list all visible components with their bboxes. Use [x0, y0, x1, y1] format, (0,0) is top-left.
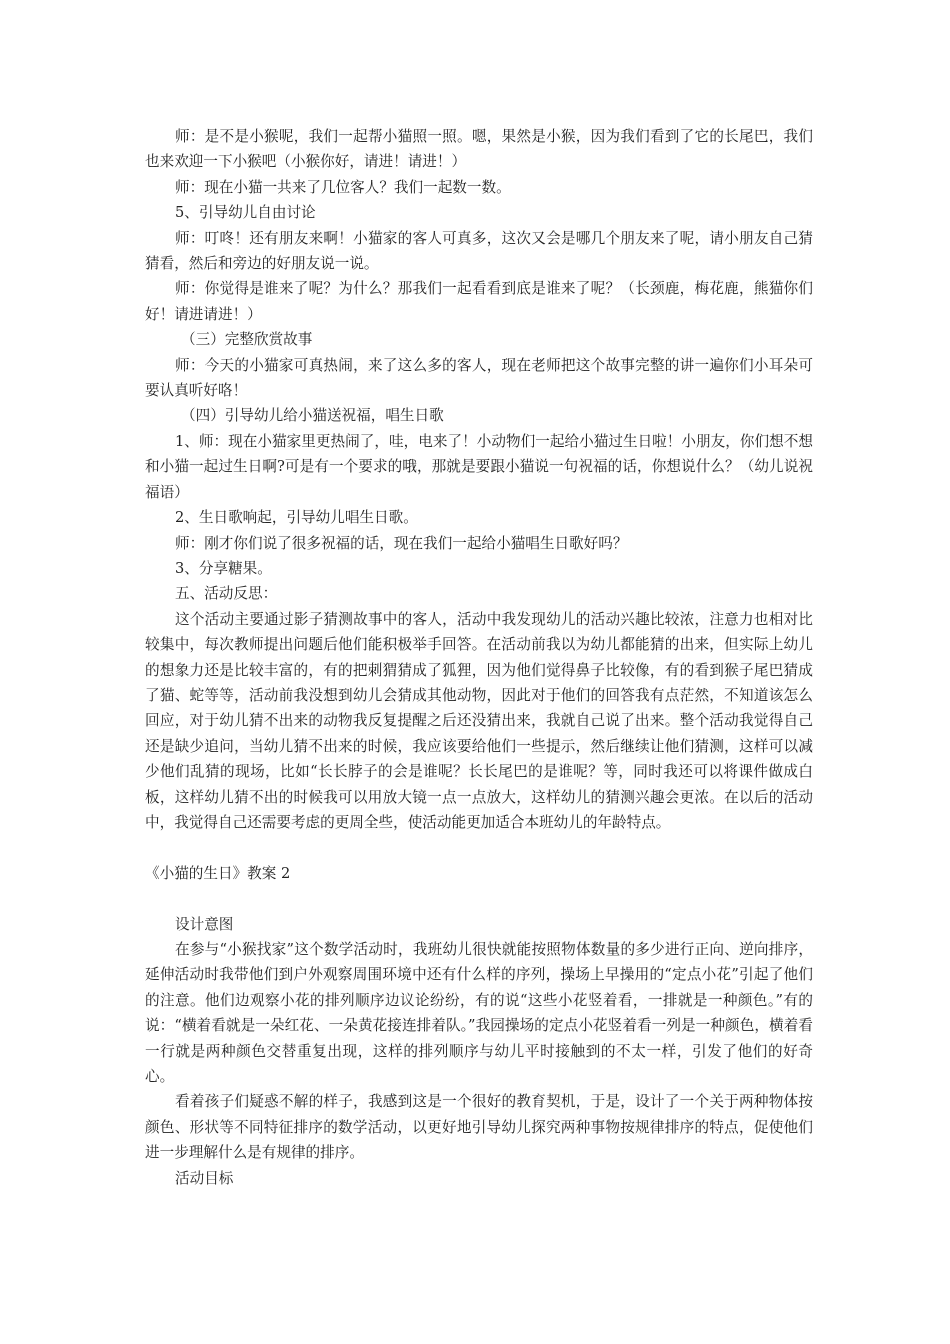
paragraph: 1、师：现在小猫家里更热闹了，哇，电来了！小动物们一起给小猫过生日啦！小朋友，你们想不想和小猫一起过生日啊?可是有一个要求的哦，那就是要跟小猫说一句祝福的话，你想说什么？（幼儿说祝福语） [145, 432, 813, 501]
paragraph: 在参与“小猴找家”这个数学活动时，我班幼儿很快就能按照物体数量的多少进行正向、逆向排序，延伸活动时我带他们到户外观察周围环境中还有什么样的序列，操场上早操用的“定点小花”引起了他们的注意。他们边观察小花的排列顺序边议论纷纷，有的说“这些小花竖着看，一排就是一种颜色。”有的说：“横着看就是一朵红花、一朵黄花接连排着队。”我园操场的定点小花竖着看一列是一种颜色，横着看一行就是两种颜色交替重复出现，这样的排列顺序与幼儿平时接触到的不太一样，引发了他们的好奇心。 [145, 940, 813, 1085]
section-heading: （四）引导幼儿给小猫送祝福，唱生日歌 [181, 407, 444, 425]
section-heading: 五、活动反思： [175, 585, 278, 603]
section-heading: （三）完整欣赏故事 [181, 331, 313, 349]
paragraph: 师：刚才你们说了很多祝福的话，现在我们一起给小猫唱生日歌好吗？ [175, 534, 628, 552]
paragraph: 师：你觉得是谁来了呢？为什么？那我们一起看看到底是谁来了呢？（长颈鹿，梅花鹿，熊猫你们好！请进请进！） [145, 280, 813, 323]
paragraph: 看着孩子们疑惑不解的样子，我感到这是一个很好的教育契机，于是，设计了一个关于两种物体按颜色、形状等不同特征排序的数学活动，以更好地引导幼儿探究两种事物按规律排序的特点，促使他们进一步理解什么是有规律的排序。 [145, 1093, 813, 1162]
paragraph: 2、生日歌响起，引导幼儿唱生日歌。 [175, 509, 418, 527]
paragraph: 师：今天的小猫家可真热闹，来了这么多的客人，现在老师把这个故事完整的讲一遍你们小耳朵可要认真听好咯！ [145, 356, 813, 400]
section-heading: 设计意图 [175, 915, 234, 933]
reflection-paragraph: 这个活动主要通过影子猜测故事中的客人，活动中我发现幼儿的活动兴趣比较浓，注意力也相对比较集中，每次教师提出问题后他们能积极举手回答。在活动前我以为幼儿都能猜的出来，但实际上幼儿的想象力还是比较丰富的，有的把刺猬猜成了狐狸，因为他们觉得鼻子比较像，有的看到猴子尾巴猜成了猫、蛇等等，活动前我没想到幼儿会猜成其他动物，因此对于他们的回答我有点茫然，不知道该怎么回应，对于幼儿猜不出来的动物我反复提醒之后还没猜出来，我就自己说了出来。整个活动我觉得自己还是缺少追问，当幼儿猜不出来的时候，我应该要给他们一些提示，然后继续让他们猜测，这样可以减少他们乱猜的现场，比如“长长脖子的会是谁呢？长长尾巴的是谁呢？等，同时我还可以将课件做成白板，这样幼儿猜不出的时候我可以用放大镜一点一点放大，这样幼儿的猜测兴趣会更浓。在以后的活动中，我觉得自己还需要考虑的更周全些，使活动能更加适合本班幼儿的年龄特点。 [145, 610, 813, 831]
paragraph: 师：现在小猫一共来了几位客人？我们一起数一数。 [175, 178, 511, 196]
document-page [145, 124, 813, 1191]
document-title: 《小猫的生日》教案 2 [145, 864, 291, 882]
paragraph: 3、分享糖果。 [175, 559, 272, 577]
section-heading: 活动目标 [175, 1169, 234, 1187]
paragraph: 师：是不是小猴呢，我们一起帮小猫照一照。嗯，果然是小猴，因为我们看到了它的长尾巴，我们也来欢迎一下小猴吧（小猴你好，请进！请进！） [145, 128, 813, 171]
paragraph: 师：叮咚！还有朋友来啊！小猫家的客人可真多，这次又会是哪几个朋友来了呢，请小朋友自己猜猜看，然后和旁边的好朋友说一说。 [145, 229, 813, 273]
step-heading: 5、引导幼儿自由讨论 [175, 204, 316, 222]
